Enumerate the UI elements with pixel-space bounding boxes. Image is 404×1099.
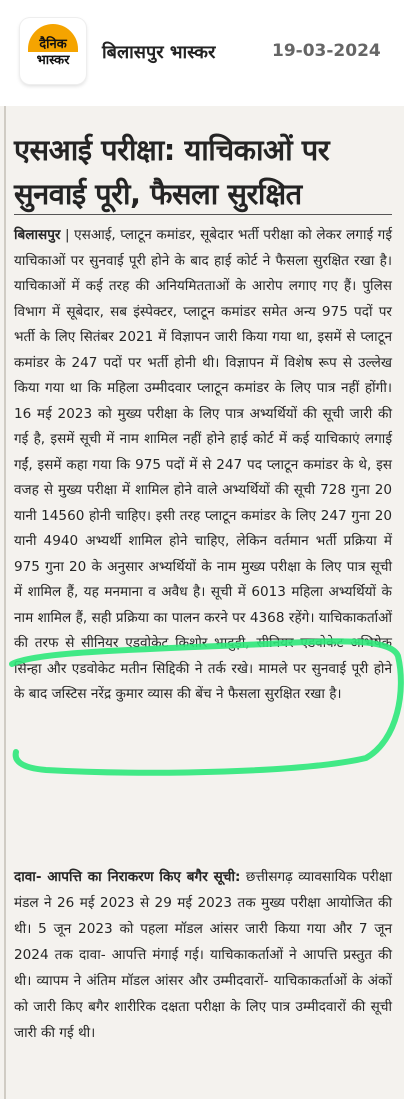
edition-date: 19-03-2024 (272, 41, 381, 61)
paragraph-1-text: एसआई, प्लाटून कमांडर, सूबेदार भर्ती परीक्षा को लेकर लगाई गई याचिकाओं पर सुनवाई पूरी होने के बाद हाई कोर्ट ने फैसला सुरक्षित रखा है। याचिकाओं में कई तरह की अनियमितताओं के आरोप लगाए गए हैं। पुलिस विभाग में सूबेदार, सब इंस्पेक्टर, प्लाटून कमांडर समेत अन्य 975 पदों पर भर्ती के लिए सितंबर 2021 में विज्ञापन जारी किया गया था, इसमें से प्लाटून कमांडर के 247 पदों पर भर्ती होनी थी। विज्ञापन में विशेष रूप से उल्लेख किया गया था कि महिला उम्मीदवार प्लाटून कमांडर के लिए पात्र नहीं होंगी। 16 मई 2023 को मुख्य परीक्षा के लिए पात्र अभ्यर्थियों की सूची जारी की गई है, इसमें सूची में नाम शामिल नहीं होने हाई कोर्ट में कई याचिकाएं लगाई गईं, इसमें कहा गया कि 975 पदों में से 247 पद प्लाटून कमांडर के थे, इस वजह से मुख्य परीक्षा में शामिल होने वाले अभ्यर्थियों की सूची 728 गुना 20 यानी 14560 होनी चाहिए। इसी तरह प्लाटून कमांडर के लिए 247 गुना 20 यानी 4940 अभ्यर्थी शामिल होने चाहिए, लेकिन वर्तमान भर्ती प्रक्रिया में 975 गुना 20 के अनुसार अभ्यर्थियों के नाम मुख्य परीक्षा के लिए पात्र सूची में शामिल हैं, यह मनमाना व अवैध है। सूची में 6013 महिला अभ्यर्थियों के नाम शामिल हैं, सही प्रक्रिया का पालन करने पर 4368 रहेंगे। याचिकाकर्ताओं की तरफ से सीनियर एडवोकेट किशोर भादुड़ी, सीनियर एडवोकेट अभिषेक सिन्हा और एडवोकेट मतीन सिद्दिकी ने तर्क रखे। मामले पर सुनवाई पूरी होने के बाद जस्टिस नरेंद्र कुमार व्यास की बेंच ने फैसला सुरक्षित रखा है। (14, 227, 392, 702)
dateline-separator: | (60, 227, 75, 243)
highlight-stroke (12, 641, 401, 772)
logo-text-line1: दैनिक (39, 37, 67, 52)
top-bar (0, 0, 404, 104)
paragraph-2 (14, 864, 392, 1046)
article-section-2 (14, 864, 392, 1046)
headline-divider (14, 214, 392, 215)
article-headline: एसआई परीक्षा: याचिकाओं पर सुनवाई पूरी, फैसला सुरक्षित (14, 133, 330, 211)
clipping-edge (4, 106, 6, 1099)
dainik-bhaskar-logo[interactable] (20, 18, 86, 84)
paragraph-2-text: छत्तीसगढ़ व्यावसायिक परीक्षा मंडल ने 26 मई 2023 से 29 मई 2023 तक मुख्य परीक्षा आयोजित की थी। 5 जून 2023 को पहला मॉडल आंसर जारी किया गया और 7 जून 2024 तक दावा- आपत्ति मंगाई गई। याचिकाकर्ताओं ने आपत्ति प्रस्तुत की थी। व्यापम ने अंतिम मॉडल आंसर और उम्मीदवारों- याचिकाकर्ताओं के अंकों को जारी किए बगैर शारीरिक दक्षता परीक्षा के लिए पात्र उम्मीदवारों की सूची जारी की गई थी। (14, 869, 392, 1041)
subheading: दावा- आपत्ति का निराकरण किए बगैर सूची: (14, 869, 241, 885)
logo-text-line2: भास्कर (36, 53, 70, 68)
green-highlight-mark (6, 630, 404, 780)
dateline: बिलासपुर (14, 227, 61, 243)
edition-name: बिलासपुर भास्कर (102, 42, 216, 63)
